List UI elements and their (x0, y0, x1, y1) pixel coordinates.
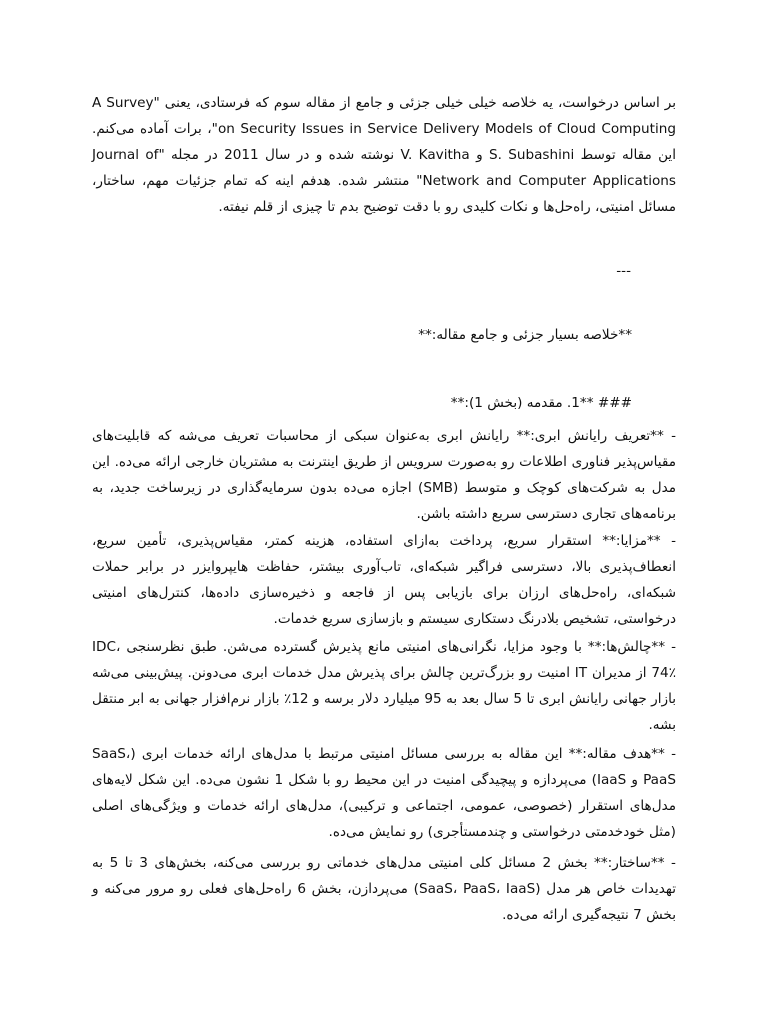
bullet-definition (92, 423, 676, 527)
bullet-challenges (92, 634, 676, 738)
separator-text: --- (616, 263, 631, 279)
bullet-goal (92, 741, 676, 845)
bullet-text: - **مزایا:** استقرار سریع، پرداخت به‌ازای استفاده، هزینه کمتر، مقیاس‌پذیری، تأمین سریع، انعطاف‌پذیری بالا، دسترسی فراگیر شبکه‌ای، تاب‌آوری بیشتر، حفاظت هایپروایزر در برابر حملات شبکه‌ای، راه‌حل‌های ارزان برای بازیابی پس از فاجعه و ذخیره‌سازی داده‌ها، کنترل‌های امنیتی درخواستی، تشخیص بلادرنگ دستکاری سیستم و بازسازی سریع خدمات. (92, 533, 676, 627)
bullet-text: - **چالش‌ها:** با وجود مزایا، نگرانی‌های امنیتی مانع پذیرش گسترده می‌شن. طبق نظرسنجی IDC، 74٪ از مدیران IT امنیت رو بزرگ‌ترین چالش برای پذیرش مدل خدمات ابری می‌دونن. پیش‌بینی می‌شه بازار جهانی رایانش ابری تا 5 سال بعد به 95 میلیارد دلار برسه و 12٪ بازار نرم‌افزار جهانی به ابر منتقل بشه. (92, 639, 676, 733)
bullet-text: - **هدف مقاله:** این مقاله به بررسی مسائل امنیتی مرتبط با مدل‌های ارائه خدمات ابری (SaaS، PaaS و IaaS) می‌پردازه و پیچیدگی امنیت در این محیط رو با شکل 1 نشون می‌ده. این شکل لایه‌های مدل‌های استقرار (خصوصی، عمومی، اجتماعی و ترکیبی)، مدل‌های ارائه خدمات و ویژگی‌های اصلی (مثل خودخدمتی درخواستی و چندمستأجری) رو نمایش می‌ده. (92, 746, 676, 840)
intro-paragraph (92, 90, 676, 220)
separator (616, 258, 631, 284)
bullet-structure (92, 850, 676, 928)
section-heading-text: ### **1. مقدمه (بخش 1):** (450, 395, 632, 411)
section-heading (451, 390, 632, 416)
summary-heading (418, 322, 632, 348)
bullet-text: - **تعریف رایانش ابری:** رایانش ابری به‌عنوان سبکی از محاسبات تعریف می‌شه که قابلیت‌های مقیاس‌پذیر فناوری اطلاعات رو به‌صورت سرویس از طریق اینترنت به مشتریان خارجی ارائه می‌ده. این مدل به شرکت‌های کوچک و متوسط (SMB) اجازه می‌ده بدون سرمایه‌گذاری در زیرساخت جدید، به برنامه‌های تجاری دسترسی سریع داشته باشن. (92, 428, 676, 522)
intro-text: بر اساس درخواست، یه خلاصه خیلی خیلی جزئی و جامع از مقاله سوم که فرستادی، یعنی "A Survey on Security Issues in Service Delivery Models of Cloud Computing"، برات آماده می‌کنم. این مقاله توسط S. Subashini و V. Kavitha نوشته شده و در سال 2011 در مجله "Journal of Network and Computer Applications" منتشر شده. هدفم اینه که تمام جزئیات مهم، ساختار، مسائل امنیتی، راه‌حل‌ها و نکات کلیدی رو با دقت توضیح بدم تا چیزی از قلم نیفته. (92, 95, 676, 215)
summary-heading-text: **خلاصه بسیار جزئی و جامع مقاله:** (418, 327, 632, 343)
bullet-advantages (92, 528, 676, 632)
bullet-text: - **ساختار:** بخش 2 مسائل کلی امنیتی مدل‌های خدماتی رو بررسی می‌کنه، بخش‌های 3 تا 5 به تهدیدات خاص هر مدل (SaaS، PaaS، IaaS) می‌پردازن، بخش 6 راه‌حل‌های فعلی رو مرور می‌کنه و بخش 7 نتیجه‌گیری ارائه می‌ده. (92, 855, 676, 923)
